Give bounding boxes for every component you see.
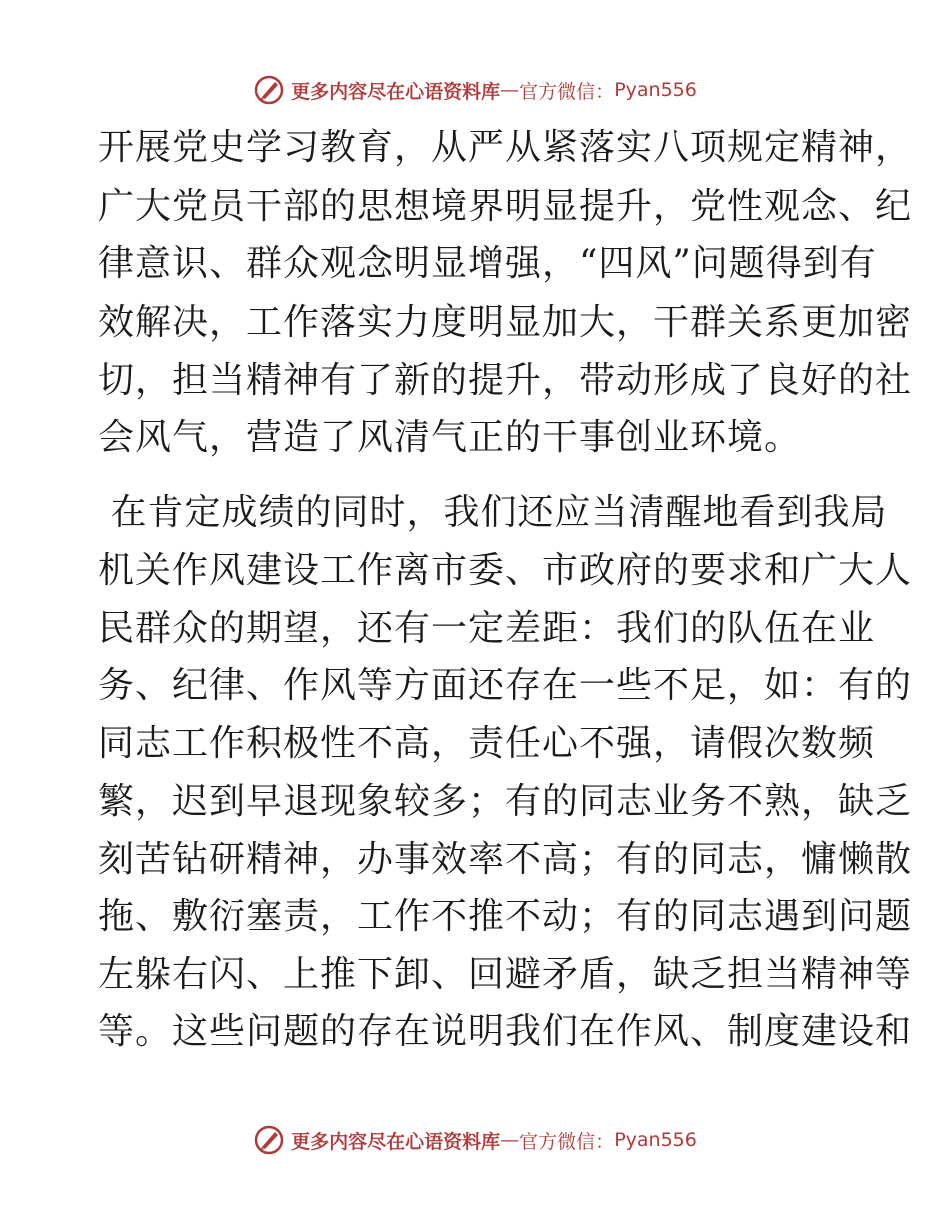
text-line: 机关作风建设工作离市委、市政府的要求和广大人 xyxy=(98,550,913,591)
footer-wechat-id: Pyan556 xyxy=(614,1129,697,1151)
text-line: 效解决，工作落实力度明显加大，干群关系更加密 xyxy=(98,302,913,343)
text-line: 务、纪律、作风等方面还存在一些不足，如：有的 xyxy=(98,665,913,706)
text-line: 广大党员干部的思想境界明显提升，党性观念、纪 xyxy=(98,186,913,227)
footer-site-text: 更多内容尽在心语资料库 xyxy=(291,1130,501,1153)
text-line: 律意识、群众观念明显增强，“四风”问题得到有 xyxy=(98,243,877,284)
text-line: 等。这些问题的存在说明我们在作风、制度建设和 xyxy=(98,1011,913,1052)
text-line: 刻苦钻研精神，办事效率不高；有的同志，慵懒散 xyxy=(98,839,913,880)
text-line: 繁，迟到早退现象较多；有的同志业务不熟，缺乏 xyxy=(98,781,913,822)
header-site-text: 更多内容尽在心语资料库 xyxy=(291,80,501,103)
text-line: 民群众的期望，还有一定差距：我们的队伍在业 xyxy=(98,608,876,649)
footer-wechat-label: 官方微信： xyxy=(519,1130,615,1153)
text-line: 在肯定成绩的同时，我们还应当清醒地看到我局 xyxy=(98,492,888,533)
text-line: 开展党史学习教育，从严从紧落实八项规定精神， xyxy=(98,127,913,168)
text-line: 同志工作积极性不高，责任心不强，请假次数频 xyxy=(98,723,876,764)
quill-logo-icon xyxy=(253,74,285,106)
header-wechat-label: 官方微信： xyxy=(519,80,615,103)
text-line: 切，担当精神有了新的提升，带动形成了良好的社 xyxy=(98,360,913,401)
text-line: 左躲右闪、上推下卸、回避矛盾，缺乏担当精神等 xyxy=(98,954,913,995)
header-wechat-id: Pyan556 xyxy=(614,79,697,101)
footer-watermark xyxy=(0,1120,950,1160)
header-separator: — xyxy=(500,79,520,101)
text-line: 拖、敷衍塞责，工作不推不动；有的同志遇到问题 xyxy=(98,896,913,937)
quill-logo-icon xyxy=(253,1124,285,1156)
footer-separator: — xyxy=(500,1129,520,1151)
text-line: 会风气，营造了风清气正的干事创业环境。 xyxy=(98,417,802,458)
header-watermark xyxy=(0,70,950,110)
